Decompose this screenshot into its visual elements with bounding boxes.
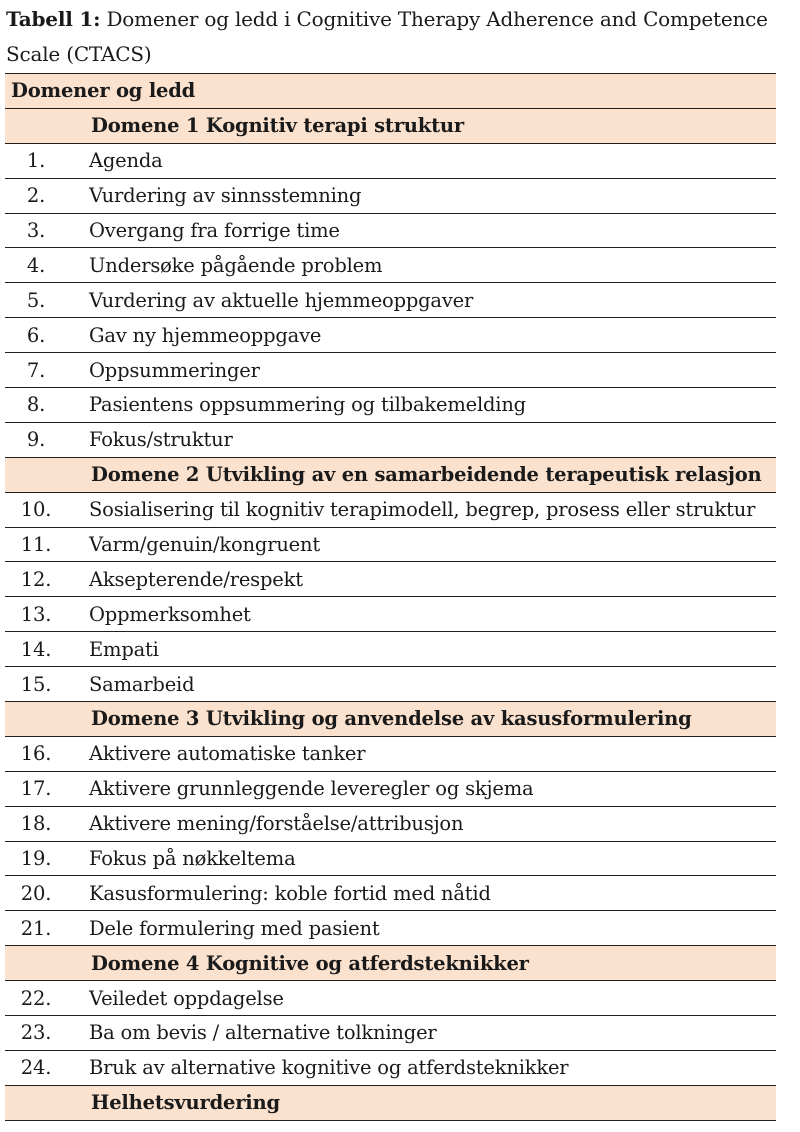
item-label: Undersøke pågående problem: [83, 248, 776, 283]
table-row: [5, 527, 776, 562]
table-row: [5, 911, 776, 946]
item-number: 9.: [5, 422, 83, 457]
item-number: 20.: [5, 876, 83, 911]
item-number: 15.: [5, 667, 83, 702]
domain-heading: Domene 1 Kognitiv terapi struktur: [83, 108, 776, 143]
item-label: Samarbeid: [83, 667, 776, 702]
table-row: [5, 841, 776, 876]
item-label: Gav ny hjemmeoppgave: [83, 318, 776, 353]
item-number: 5.: [5, 283, 83, 318]
table-row: [5, 667, 776, 702]
domain-heading: Helhetsvurdering: [83, 1085, 776, 1120]
item-label: Overgang fra forrige time: [83, 213, 776, 248]
domain-table: [5, 73, 776, 1121]
domain-heading-spacer: [5, 702, 83, 737]
item-number: 24.: [5, 1050, 83, 1085]
item-label: Fokus på nøkkeltema: [83, 841, 776, 876]
domain-heading-spacer: [5, 108, 83, 143]
item-label: Sosialisering til kognitiv terapimodell, begrep, prosess eller struktur: [83, 492, 776, 527]
table-row: [5, 736, 776, 771]
table-row: [5, 771, 776, 806]
table-row: [5, 388, 776, 423]
item-number: 1.: [5, 143, 83, 178]
domain-heading-spacer: [5, 946, 83, 981]
item-number: 10.: [5, 492, 83, 527]
domain-heading-row: [5, 457, 776, 492]
item-label: Agenda: [83, 143, 776, 178]
domain-heading-spacer: [5, 1085, 83, 1120]
item-number: 12.: [5, 562, 83, 597]
table-row: [5, 876, 776, 911]
table-row: [5, 492, 776, 527]
item-label: Aktivere grunnleggende leveregler og skjema: [83, 771, 776, 806]
domain-heading: Domene 4 Kognitive og atferdsteknikker: [83, 946, 776, 981]
domain-heading: Domene 2 Utvikling av en samarbeidende terapeutisk relasjon: [83, 457, 776, 492]
domain-heading-spacer: [5, 457, 83, 492]
item-number: 13.: [5, 597, 83, 632]
domain-heading-row: [5, 108, 776, 143]
table-row: [5, 562, 776, 597]
table-header-row: [5, 74, 776, 109]
item-label: Aktivere automatiske tanker: [83, 736, 776, 771]
table-row: [5, 353, 776, 388]
item-number: 3.: [5, 213, 83, 248]
table-row: [5, 143, 776, 178]
domain-heading-row: [5, 702, 776, 737]
domain-heading-row: [5, 946, 776, 981]
item-number: 19.: [5, 841, 83, 876]
table-row: [5, 632, 776, 667]
table-row: [5, 806, 776, 841]
item-number: 14.: [5, 632, 83, 667]
item-label: Kasusformulering: koble fortid med nåtid: [83, 876, 776, 911]
item-number: 2.: [5, 178, 83, 213]
domain-heading-row: [5, 1085, 776, 1120]
item-number: 21.: [5, 911, 83, 946]
table-row: [5, 422, 776, 457]
table-row: [5, 283, 776, 318]
item-number: 6.: [5, 318, 83, 353]
item-number: 8.: [5, 388, 83, 423]
table-row: [5, 178, 776, 213]
table-row: [5, 1050, 776, 1085]
table-header: Domener og ledd: [5, 74, 776, 109]
item-label: Oppmerksomhet: [83, 597, 776, 632]
item-number: 23.: [5, 1016, 83, 1051]
item-label: Aksepterende/respekt: [83, 562, 776, 597]
item-number: 22.: [5, 981, 83, 1016]
item-label: Veiledet oppdagelse: [83, 981, 776, 1016]
item-label: Aktivere mening/forståelse/attribusjon: [83, 806, 776, 841]
item-label: Varm/genuin/kongruent: [83, 527, 776, 562]
table-caption: [6, 2, 786, 72]
item-label: Dele formulering med pasient: [83, 911, 776, 946]
item-number: 18.: [5, 806, 83, 841]
table-row: [5, 318, 776, 353]
domain-heading: Domene 3 Utvikling og anvendelse av kasusformulering: [83, 702, 776, 737]
table-row: [5, 597, 776, 632]
table-row: [5, 248, 776, 283]
table-row: [5, 981, 776, 1016]
table-row: [5, 1016, 776, 1051]
item-number: 11.: [5, 527, 83, 562]
table-row: [5, 213, 776, 248]
item-label: Ba om bevis / alternative tolkninger: [83, 1016, 776, 1051]
item-label: Empati: [83, 632, 776, 667]
item-label: Vurdering av sinnsstemning: [83, 178, 776, 213]
item-number: 16.: [5, 736, 83, 771]
item-label: Pasientens oppsummering og tilbakemelding: [83, 388, 776, 423]
item-number: 4.: [5, 248, 83, 283]
domain-table-body: [5, 74, 776, 1121]
caption-text: Domener og ledd i Cognitive Therapy Adherence and Competence Scale (CTACS): [6, 7, 768, 66]
item-label: Fokus/struktur: [83, 422, 776, 457]
item-label: Vurdering av aktuelle hjemmeoppgaver: [83, 283, 776, 318]
item-label: Oppsummeringer: [83, 353, 776, 388]
item-number: 7.: [5, 353, 83, 388]
caption-label: Tabell 1:: [6, 7, 101, 31]
item-number: 17.: [5, 771, 83, 806]
item-label: Bruk av alternative kognitive og atferdsteknikker: [83, 1050, 776, 1085]
